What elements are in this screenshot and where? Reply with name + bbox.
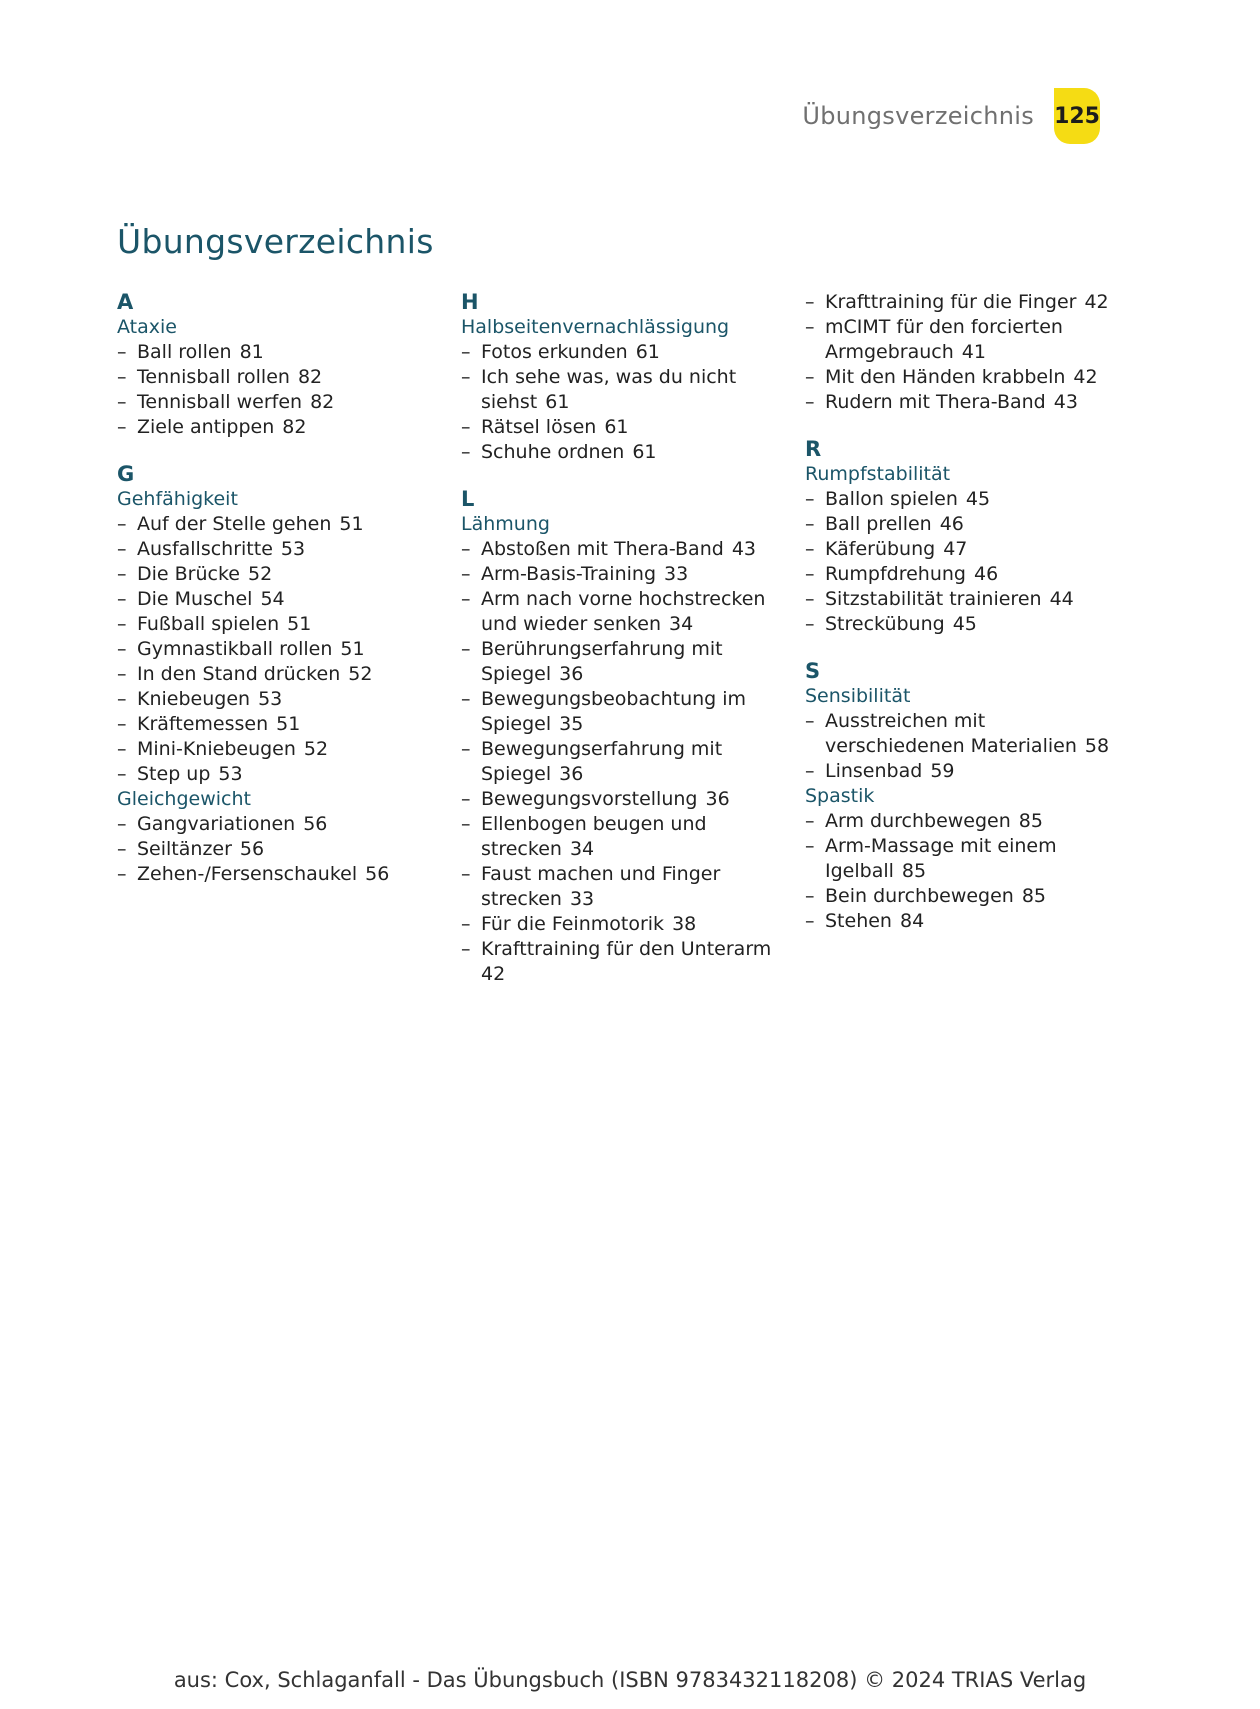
entry-dash: – <box>805 291 815 313</box>
entry-page-number: 46 <box>939 513 964 535</box>
index-entry-list <box>461 340 791 465</box>
index-entry <box>117 762 447 787</box>
index-entry-list <box>117 512 447 787</box>
running-title: Übungsverzeichnis <box>802 102 1035 130</box>
running-head <box>802 88 1100 144</box>
entry-dash: – <box>461 416 471 438</box>
index-entry <box>805 487 1135 512</box>
entry-page-number: 33 <box>664 563 689 585</box>
entry-page-number: 85 <box>1021 885 1047 907</box>
entry-title: Für die Feinmotorik <box>481 913 665 935</box>
index-topic-laehmung: Lähmung <box>461 513 550 535</box>
entry-dash: – <box>805 513 815 535</box>
entry-dash: – <box>117 813 127 835</box>
entry-page-number: 52 <box>348 663 373 685</box>
index-entry <box>461 537 791 562</box>
index-letter-g: G <box>117 462 135 486</box>
entry-title: Arm-Basis-Training <box>481 563 656 585</box>
index-entry <box>461 562 791 587</box>
page-number-badge: 125 <box>1054 88 1100 144</box>
index-letter-a: A <box>117 290 134 314</box>
entry-page-number: 42 <box>1073 366 1098 388</box>
index-entry-list <box>117 812 447 887</box>
entry-page-number: 36 <box>705 788 730 810</box>
entry-title: Tennisball werfen <box>137 391 303 413</box>
entry-page-number: 47 <box>943 538 968 560</box>
entry-page-number: 53 <box>280 538 306 560</box>
entry-title: Bewegungserfahrung mit <box>481 738 723 760</box>
entry-title: Rätsel lösen <box>481 416 597 438</box>
index-topic-rumpfstabilitaet: Rumpfstabilität <box>805 463 951 485</box>
entry-title: Käferübung <box>825 538 936 560</box>
entry-title: Arm-Massage mit einem <box>825 835 1057 857</box>
entry-dash: – <box>117 838 127 860</box>
entry-dash: – <box>805 885 815 907</box>
index-entry <box>461 687 791 737</box>
entry-page-number: 34 <box>668 613 694 635</box>
entry-title: Fußball spielen <box>137 613 280 635</box>
entry-title-continued: strecken <box>481 888 562 910</box>
entry-page-number: 51 <box>339 513 364 535</box>
index-entry <box>117 365 447 390</box>
index-topic-sensibilitaet: Sensibilität <box>805 685 911 707</box>
entry-dash: – <box>805 538 815 560</box>
entry-page-number: 61 <box>635 341 660 363</box>
entry-title: Seiltänzer <box>137 838 232 860</box>
entry-title: Gymnastikball rollen <box>137 638 333 660</box>
entry-dash: – <box>117 863 127 885</box>
entry-title: Ballon spielen <box>825 488 958 510</box>
entry-page-number: 61 <box>632 441 657 463</box>
entry-title-continued: Igelball <box>825 860 894 882</box>
entry-title: Berührungserfahrung mit <box>481 638 723 660</box>
entry-title: Faust machen und Finger <box>481 863 721 885</box>
entry-title: Abstoßen mit Thera-Band <box>481 538 724 560</box>
entry-dash: – <box>117 688 127 710</box>
index-column-2 <box>461 290 791 987</box>
index-entry <box>461 587 791 637</box>
entry-page-number: 43 <box>1053 391 1078 413</box>
entry-title: Stehen <box>825 910 892 932</box>
entry-title: Mini-Kniebeugen <box>137 738 296 760</box>
entry-page-number: 52 <box>248 563 273 585</box>
entry-dash: – <box>461 441 471 463</box>
index-entry <box>805 290 1135 315</box>
index-entry <box>805 512 1135 537</box>
index-topic-gehfaehigkeit: Gehfähigkeit <box>117 488 238 510</box>
page-footer: aus: Cox, Schlaganfall - Das Übungsbuch (ISBN 9783432118208) © 2024 TRIAS Verlag <box>173 1668 1087 1692</box>
entry-page-number: 34 <box>569 838 595 860</box>
entry-title: Bewegungsvorstellung <box>481 788 698 810</box>
index-entry <box>117 712 447 737</box>
entry-dash: – <box>805 366 815 388</box>
entry-dash: – <box>461 738 471 760</box>
entry-title-continued: Spiegel <box>481 663 552 685</box>
index-entry <box>461 812 791 862</box>
index-entry <box>805 587 1135 612</box>
entry-title: Arm durchbewegen <box>825 810 1011 832</box>
index-entry-list <box>117 340 447 440</box>
entry-page-number: 41 <box>961 341 986 363</box>
index-entry <box>117 687 447 712</box>
entry-page-number: 45 <box>965 488 991 510</box>
index-entry-list <box>461 537 791 987</box>
entry-title: Ausstreichen mit <box>825 710 986 732</box>
index-entry <box>461 937 791 987</box>
entry-dash: – <box>805 760 815 782</box>
entry-page-number: 38 <box>672 913 697 935</box>
entry-dash: – <box>461 366 471 388</box>
entry-dash: – <box>461 938 471 960</box>
entry-page-number: 53 <box>258 688 283 710</box>
index-entry <box>461 415 791 440</box>
index-entry-list <box>805 290 1135 415</box>
entry-title: Step up <box>137 763 211 785</box>
entry-dash: – <box>117 341 127 363</box>
entry-dash: – <box>805 391 815 413</box>
entry-title: Krafttraining für den Unterarm <box>481 938 772 960</box>
index-entry <box>117 340 447 365</box>
entry-title: Zehen-/Fersenschaukel <box>137 863 358 885</box>
index-entry <box>117 637 447 662</box>
index-entry <box>461 440 791 465</box>
entry-title: Auf der Stelle gehen <box>137 513 332 535</box>
entry-title: Kniebeugen <box>137 688 251 710</box>
index-entry <box>117 537 447 562</box>
index-entry <box>805 809 1135 834</box>
entry-dash: – <box>117 713 127 735</box>
index-entry-list <box>805 709 1135 784</box>
index-topic-halbseitenvernachlaessigung: Halbseitenvernachlässigung <box>461 316 730 338</box>
entry-page-number: 61 <box>604 416 629 438</box>
entry-dash: – <box>461 538 471 560</box>
entry-dash: – <box>805 316 815 338</box>
entry-title-continued: siehst <box>481 391 538 413</box>
entry-title: Bein durchbewegen <box>825 885 1014 907</box>
index-entry <box>117 737 447 762</box>
index-letter-h: H <box>461 290 479 314</box>
index-entry <box>117 512 447 537</box>
index-entry <box>117 837 447 862</box>
entry-title: Ball rollen <box>137 341 232 363</box>
entry-page-number: 54 <box>260 588 285 610</box>
entry-page-number: 52 <box>303 738 329 760</box>
entry-title: Rumpfdrehung <box>825 563 966 585</box>
entry-title: Bewegungsbeobachtung im <box>481 688 747 710</box>
index-entry <box>805 884 1135 909</box>
index-entry <box>117 612 447 637</box>
entry-title: Ball prellen <box>825 513 932 535</box>
index-entry <box>117 662 447 687</box>
index-topic-spastik: Spastik <box>805 785 875 807</box>
index-entry-list <box>805 487 1135 637</box>
entry-dash: – <box>117 663 127 685</box>
entry-title: Die Muschel <box>137 588 253 610</box>
index-entry <box>461 862 791 912</box>
entry-page-number: 82 <box>282 416 307 438</box>
entry-title: Streckübung <box>825 613 945 635</box>
entry-dash: – <box>461 813 471 835</box>
entry-title-continued: Spiegel <box>481 763 552 785</box>
entry-page-number: 42 <box>1084 291 1109 313</box>
index-topic-gleichgewicht: Gleichgewicht <box>117 788 251 810</box>
entry-page-number: 44 <box>1049 588 1074 610</box>
entry-dash: – <box>117 588 127 610</box>
index-entry <box>117 415 447 440</box>
entry-title-continued: Armgebrauch <box>825 341 954 363</box>
entry-page-number: 58 <box>1084 735 1110 757</box>
page-title: Übungsverzeichnis <box>117 222 434 261</box>
entry-dash: – <box>461 863 471 885</box>
entry-dash: – <box>117 738 127 760</box>
entry-title: Tennisball rollen <box>137 366 290 388</box>
entry-title: Gangvariationen <box>137 813 296 835</box>
entry-dash: – <box>461 588 471 610</box>
index-entry <box>461 912 791 937</box>
entry-dash: – <box>805 563 815 585</box>
entry-page-number: 53 <box>218 763 243 785</box>
entry-page-number: 46 <box>973 563 999 585</box>
entry-page-number: 35 <box>559 713 584 735</box>
entry-title: Mit den Händen krabbeln <box>825 366 1066 388</box>
entry-title: Sitzstabilität trainieren <box>825 588 1042 610</box>
entry-title: Krafttraining für die Finger <box>825 291 1077 313</box>
index-entry <box>805 315 1135 365</box>
entry-page-number: 33 <box>569 888 595 910</box>
entry-title-continued: verschiedenen Materialien <box>825 735 1077 757</box>
entry-dash: – <box>805 835 815 857</box>
entry-page-number: 85 <box>1018 810 1043 832</box>
entry-title: Ellenbogen beugen und <box>481 813 707 835</box>
index-entry <box>117 587 447 612</box>
index-entry <box>805 612 1135 637</box>
entry-page-number: 36 <box>559 663 584 685</box>
entry-title: Arm nach vorne hochstrecken <box>481 588 766 610</box>
entry-title: Ziele antippen <box>137 416 275 438</box>
entry-dash: – <box>461 913 471 935</box>
entry-page-number: 56 <box>239 838 265 860</box>
entry-page-number: 82 <box>297 366 323 388</box>
index-entry <box>461 787 791 812</box>
entry-dash: – <box>461 638 471 660</box>
entry-dash: – <box>117 613 127 635</box>
entry-page-number: 51 <box>287 613 312 635</box>
entry-title: Schuhe ordnen <box>481 441 625 463</box>
entry-title-continued: Spiegel <box>481 713 552 735</box>
entry-title: Ausfallschritte <box>137 538 273 560</box>
index-entry <box>805 759 1135 784</box>
index-entry <box>805 537 1135 562</box>
entry-dash: – <box>805 488 815 510</box>
entry-dash: – <box>117 563 127 585</box>
entry-dash: – <box>805 810 815 832</box>
entry-dash: – <box>461 688 471 710</box>
entry-page-number: 85 <box>901 860 927 882</box>
entry-title: Die Brücke <box>137 563 240 585</box>
index-entry <box>117 562 447 587</box>
index-letter-s: S <box>805 659 821 683</box>
entry-page-number: 43 <box>731 538 756 560</box>
entry-dash: – <box>117 638 127 660</box>
index-entry <box>117 862 447 887</box>
entry-dash: – <box>117 538 127 560</box>
entry-dash: – <box>461 563 471 585</box>
entry-page-number: 42 <box>481 963 506 985</box>
entry-page-number: 51 <box>276 713 301 735</box>
entry-dash: – <box>117 391 127 413</box>
index-entry <box>117 390 447 415</box>
entry-title-continued: und wieder senken <box>481 613 661 635</box>
entry-title: mCIMT für den forcierten <box>825 316 1063 338</box>
entry-dash: – <box>805 588 815 610</box>
entry-title: Linsenbad <box>825 760 923 782</box>
entry-dash: – <box>805 910 815 932</box>
index-column-1 <box>117 290 447 887</box>
entry-page-number: 81 <box>239 341 264 363</box>
entry-dash: – <box>117 763 127 785</box>
entry-dash: – <box>117 513 127 535</box>
index-letter-r: R <box>805 437 822 461</box>
index-entry <box>805 709 1135 759</box>
index-entry <box>805 390 1135 415</box>
entry-dash: – <box>461 788 471 810</box>
entry-dash: – <box>805 613 815 635</box>
entry-page-number: 82 <box>310 391 335 413</box>
index-topic-ataxie: Ataxie <box>117 316 177 338</box>
index-entry <box>461 737 791 787</box>
entry-dash: – <box>117 416 127 438</box>
index-entry <box>805 365 1135 390</box>
entry-page-number: 51 <box>340 638 365 660</box>
index-entry <box>461 365 791 415</box>
entry-title: Kräftemessen <box>137 713 269 735</box>
entry-title: In den Stand drücken <box>137 663 341 685</box>
entry-page-number: 84 <box>899 910 925 932</box>
entry-title: Ich sehe was, was du nicht <box>481 366 737 388</box>
entry-title: Rudern mit Thera-Band <box>825 391 1046 413</box>
entry-dash: – <box>805 710 815 732</box>
entry-page-number: 56 <box>303 813 328 835</box>
entry-page-number: 61 <box>545 391 570 413</box>
entry-page-number: 45 <box>952 613 977 635</box>
index-entry <box>805 562 1135 587</box>
entry-dash: – <box>461 341 471 363</box>
entry-dash: – <box>117 366 127 388</box>
index-entry <box>805 909 1135 934</box>
entry-title-continued: strecken <box>481 838 562 860</box>
entry-page-number: 59 <box>930 760 955 782</box>
index-column-3 <box>805 290 1135 934</box>
entry-page-number: 36 <box>559 763 584 785</box>
index-entry <box>805 834 1135 884</box>
index-letter-l: L <box>461 487 475 511</box>
index-entry <box>117 812 447 837</box>
index-entry <box>461 637 791 687</box>
entry-page-number: 56 <box>365 863 390 885</box>
index-entry-list <box>805 809 1135 934</box>
index-entry <box>461 340 791 365</box>
entry-title: Fotos erkunden <box>481 341 628 363</box>
